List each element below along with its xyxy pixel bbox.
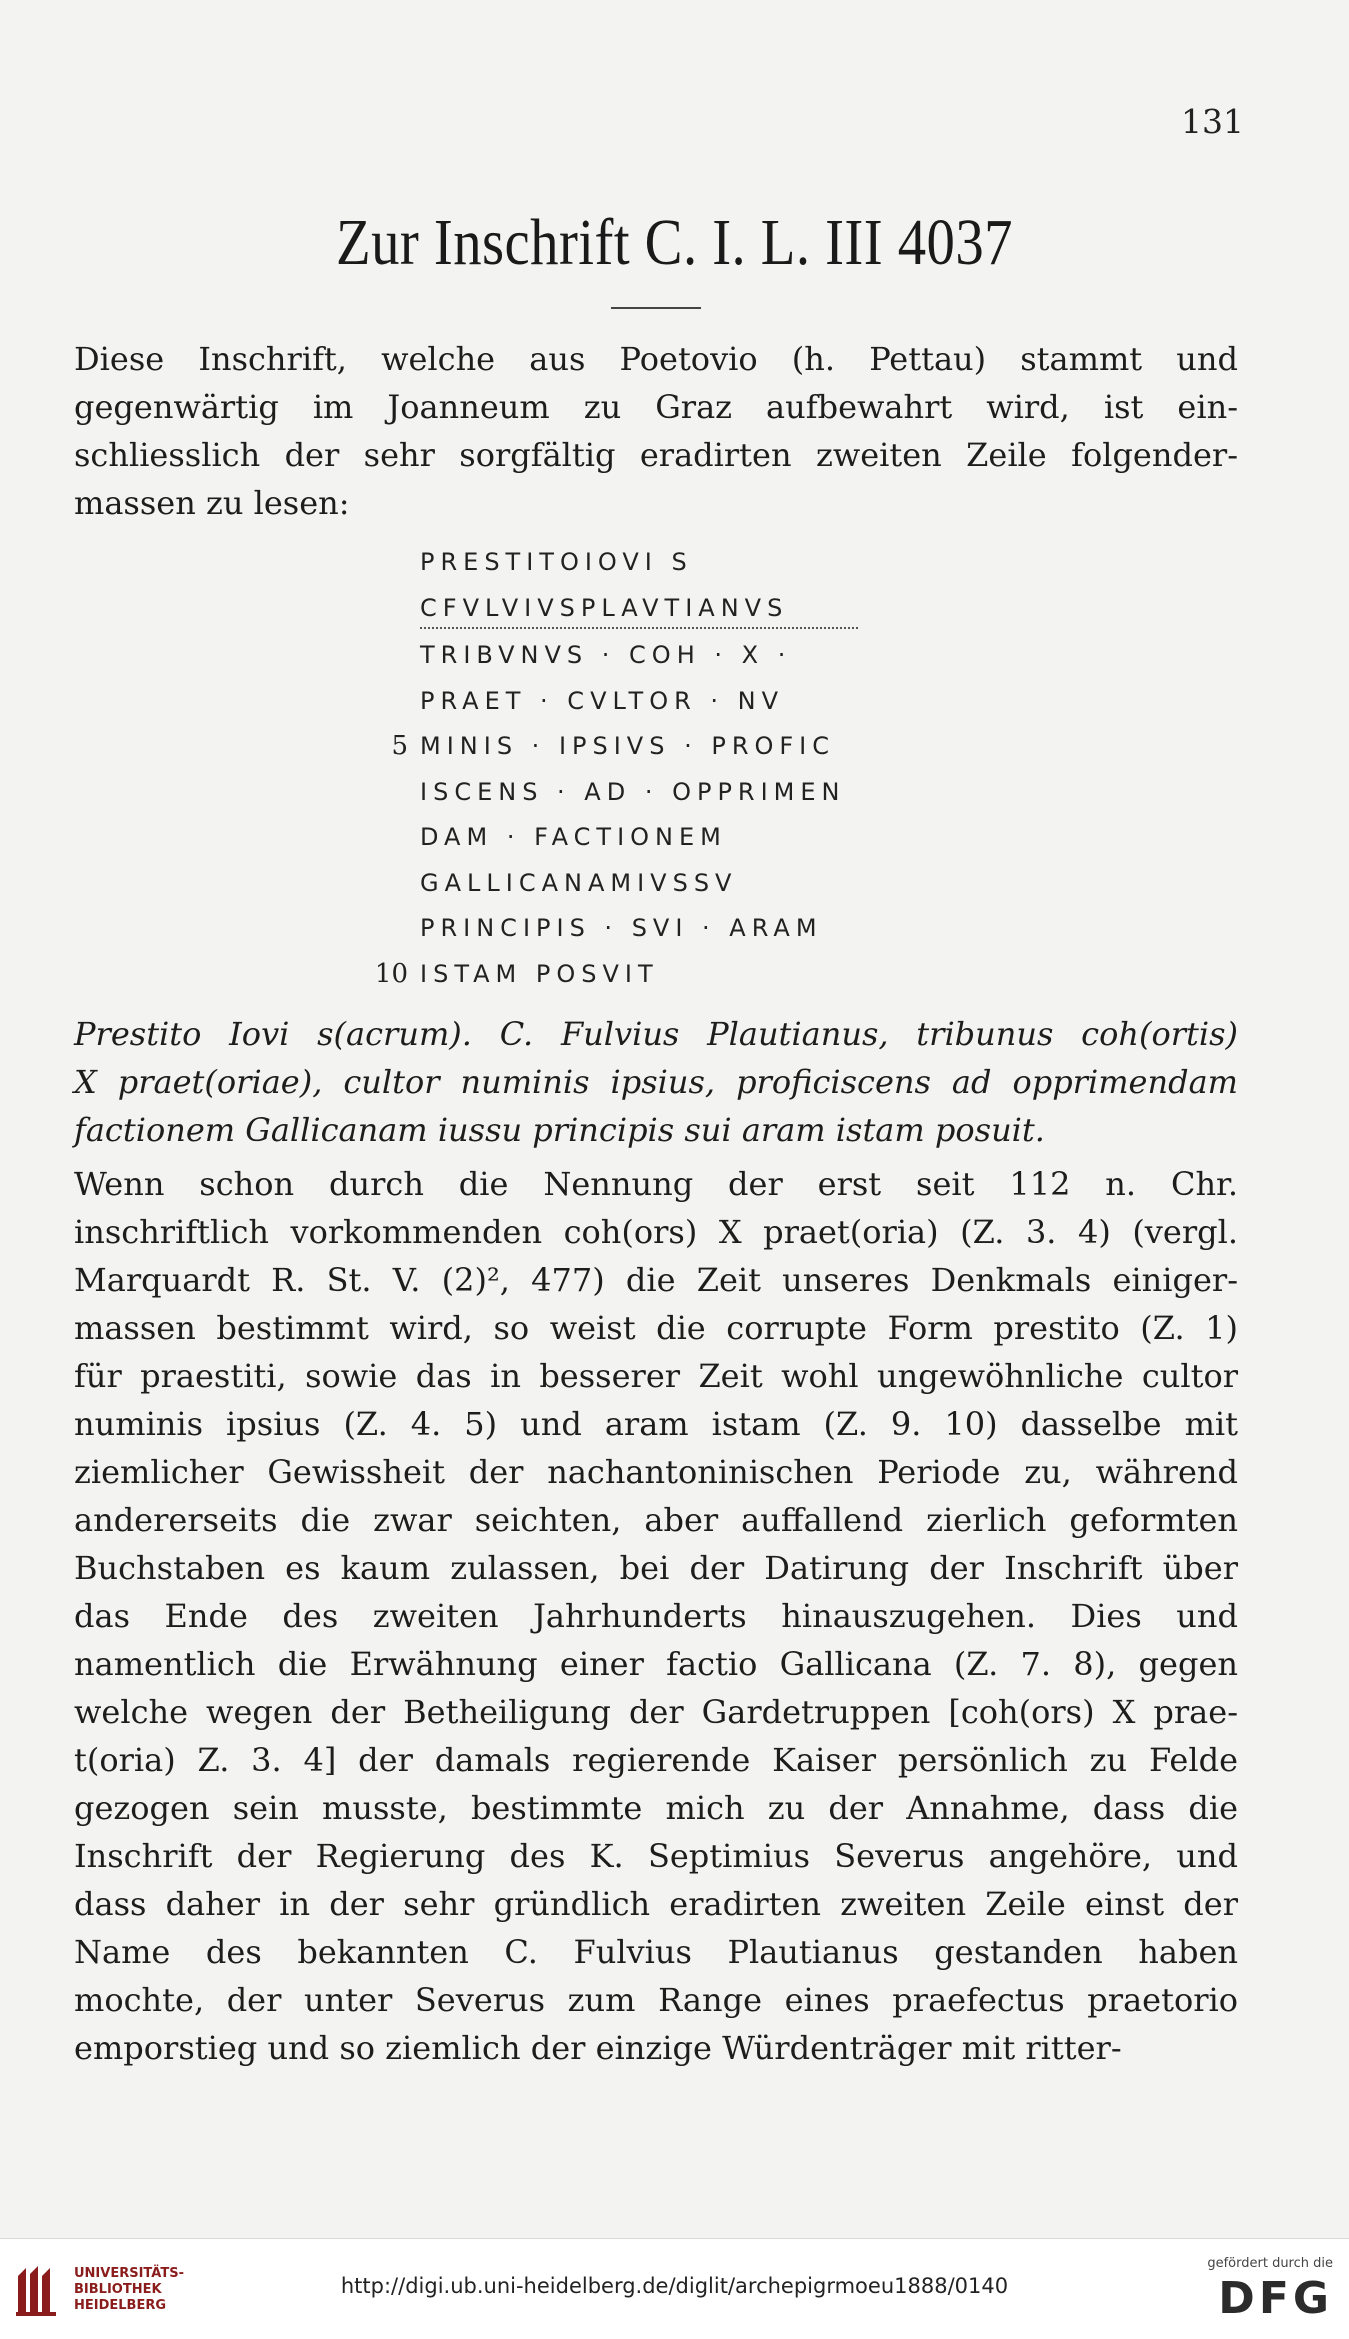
inscription-text: GALLICANAMIVSSV [420,868,738,897]
intro-line: gegenwärtig im Joanneum zu Graz aufbewahrt wird, ist ein- [74,388,1238,426]
commentary-paragraph [74,1160,1238,2072]
intro-line: schliesslich der sehr sorgfältig eradirten zweiten Zeile folgender- [74,436,1238,474]
inscription-line [420,861,980,907]
inscription-text: CFVLVIVSPLAVTIANVS [420,593,789,622]
commentary-line: andererseits die zwar seichten, aber auffallend zierlich geformten [74,1501,1238,1539]
inscription-line [391,724,980,770]
inscription-block [374,540,980,997]
inscription-line [420,815,980,861]
inscription-line [420,770,980,816]
inscription-line [420,633,980,679]
commentary-line: inschriftlich vorkommenden coh(ors) X praet(oria) (Z. 3. 4) (vergl. [74,1213,1238,1251]
translation-line: X praet(oriae), cultor numinis ipsius, proficiscens ad opprimendam [74,1063,1238,1101]
commentary-line: Buchstaben es kaum zulassen, bei der Datirung der Inschrift über [74,1549,1238,1587]
commentary-line: ziemlicher Gewissheit der nachantoninischen Periode zu, während [74,1453,1238,1491]
intro-paragraph [74,335,1238,527]
library-name-line: BIBLIOTHEK [74,2282,162,2297]
sponsor-note: gefördert durch die [1207,2256,1333,2271]
library-name-line: HEIDELBERG [74,2298,167,2313]
sponsor-block [1207,2256,1333,2324]
commentary-line: Inschrift der Regierung des K. Septimius Severus angehöre, und [74,1837,1238,1875]
commentary-line: für praestiti, sowie das in besserer Zeit wohl ungewöhnliche cultor [74,1357,1238,1395]
library-name-line: UNIVERSITÄTS- [74,2266,184,2281]
commentary-line: massen bestimmt wird, so weist die corrupte Form prestito (Z. 1) [74,1309,1238,1347]
title-divider [611,307,701,309]
permalink-url[interactable]: http://digi.ub.uni-heidelberg.de/diglit/archepigrmoeu1888/0140 [340,2274,1009,2298]
commentary-line: das Ende des zweiten Jahrhunderts hinauszugehen. Dies und [74,1597,1238,1635]
translation-line: factionem Gallicanam iussu principis sui aram istam posuit. [74,1111,1045,1149]
inscription-line [420,906,980,952]
article-title: Zur Inschrift C. I. L. III 4037 [336,206,1013,279]
commentary-line: t(oria) Z. 3. 4] der damals regierende Kaiser persönlich zu Felde [74,1741,1238,1779]
commentary-line: namentlich die Erwähnung einer factio Gallicana (Z. 7. 8), gegen [74,1645,1238,1683]
inscription-text: PRESTITOIOVI S [420,548,693,576]
commentary-line: mochte, der unter Severus zum Range eines praefectus praetorio [74,1981,1238,2019]
commentary-line: gezogen sein musste, bestimmte mich zu der Annahme, dass die [74,1789,1238,1827]
intro-line: Diese Inschrift, welche aus Poetovio (h. Pettau) stammt und [74,340,1238,378]
inscription-line [420,586,980,632]
commentary-line: emporstieg und so ziemlich der einzige Würdenträger mit ritter- [74,2029,1122,2067]
inscription-text: PRINCIPIS · SVI · ARAM [420,914,823,942]
commentary-line: welche wegen der Betheiligung der Gardetruppen [coh(ors) X prae- [74,1693,1238,1731]
commentary-line: Wenn schon durch die Nennung der erst seit 112 n. Chr. [74,1165,1238,1203]
commentary-line: Marquardt R. St. V. (2)², 477) die Zeit unseres Denkmals einiger- [74,1261,1238,1299]
inscription-text: PRAET · CVLTOR · NV [420,686,785,715]
inscription-text: MINIS · IPSIVS · PROFIC [420,732,836,760]
page-number: 131 [1181,102,1244,141]
inscription-line-number: 10 [374,958,408,989]
latin-translation [74,1010,1238,1154]
inscription-line [374,952,980,998]
commentary-line: dass daher in der sehr gründlich eradirten zweiten Zeile einst der [74,1885,1238,1923]
inscription-text: TRIBVNVS · COH · X · [420,641,792,669]
commentary-line: numinis ipsius (Z. 4. 5) und aram istam (Z. 9. 10) dasselbe mit [74,1405,1238,1443]
inscription-line-number: 5 [391,731,408,761]
intro-line: massen zu lesen: [74,484,350,522]
inscription-text: DAM · FACTIONEM [420,823,727,851]
translation-line: Prestito Iovi s(acrum). C. Fulvius Plautianus, tribunus coh(ortis) [74,1015,1238,1053]
inscription-line [420,540,980,586]
inscription-text: ISTAM POSVIT [420,959,659,988]
dfg-logo[interactable]: DFG [1218,2273,1333,2324]
inscription-line [420,679,980,725]
inscription-text: ISCENS · AD · OPPRIMEN [420,777,846,806]
commentary-line: Name des bekannten C. Fulvius Plautianus gestanden haben [74,1933,1238,1971]
